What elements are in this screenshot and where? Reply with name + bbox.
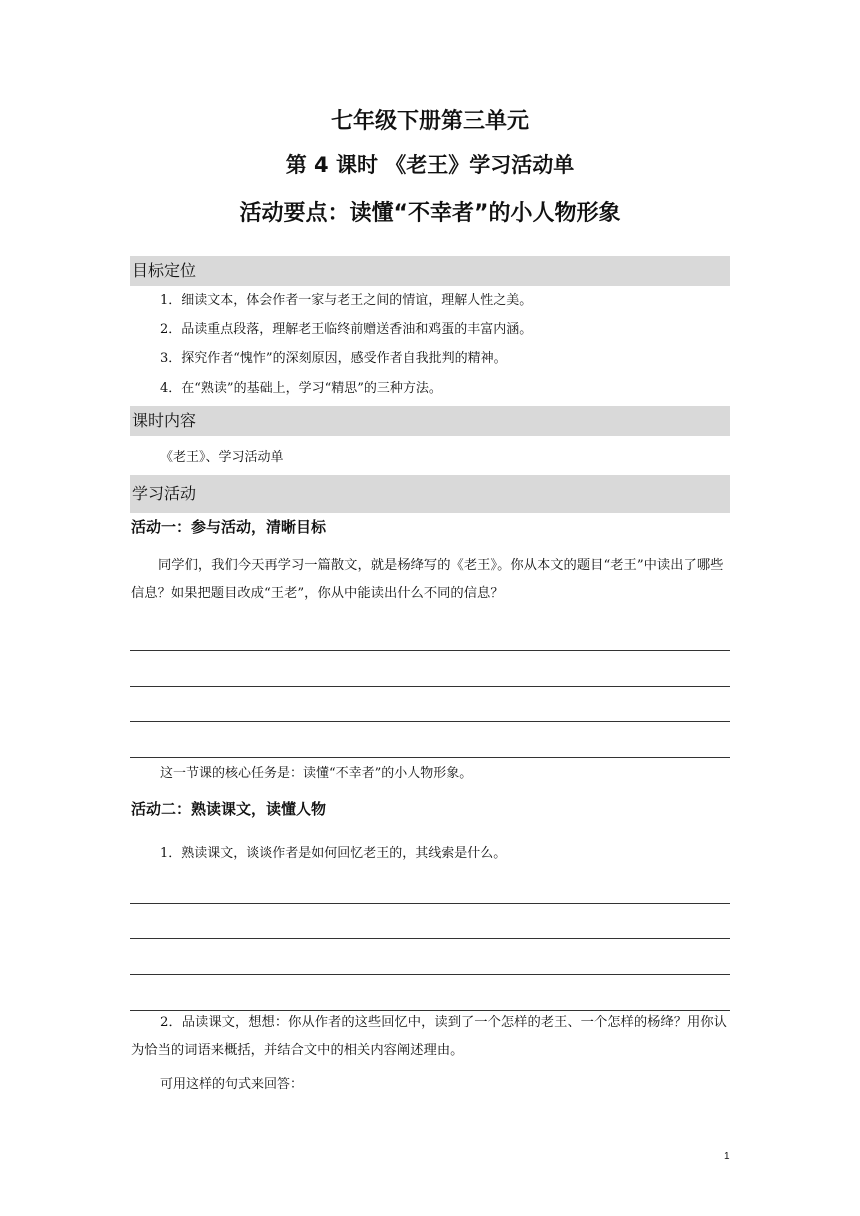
page-title: 七年级下册第三单元 [330,109,529,134]
answer-format-note: 可用这样的句式来回答： [160,1077,304,1092]
activity-2-title: 活动二：熟读课文，读懂人物 [131,800,327,818]
activity-1-title: 活动一：参与活动，清晰目标 [131,518,327,536]
content-text: 《老王》、学习活动单 [160,450,284,465]
activity-2-question-1: 1．熟读课文，谈谈作者是如何回忆老王的，其线索是什么。 [160,846,507,861]
core-task-text: 这一节课的核心任务是：读懂“不幸者”的小人物形象。 [160,766,473,781]
activities-heading: 学习活动 [130,475,730,513]
goals-heading: 目标定位 [130,256,730,286]
answer-line[interactable] [130,721,730,722]
goal-item-2: 2．品读重点段落，理解老王临终前赠送香油和鸡蛋的丰富内涵。 [160,322,533,337]
activity-key-point: 活动要点：读懂“不幸者”的小人物形象 [239,201,621,226]
activity-1-prompt: 同学们，我们今天再学习一篇散文，就是杨绛写的《老王》。你从本文的题目“老王”中读出了哪些信息？如果把题目改成“王老”，你从中能读出什么不同的信息？ [131,558,724,601]
answer-line[interactable] [130,686,730,687]
goal-item-3: 3．探究作者“愧怍”的深刻原因，感受作者自我批判的精神。 [160,351,507,366]
lesson-title: 第 4 课时 《老王》学习活动单 [285,153,575,177]
content-heading: 课时内容 [130,406,730,436]
answer-line[interactable] [130,974,730,975]
answer-line[interactable] [130,903,730,904]
answer-line[interactable] [130,938,730,939]
goal-item-1: 1．细读文本，体会作者一家与老王之间的情谊，理解人性之美。 [160,293,533,308]
page-number: 1 [724,1151,730,1162]
goal-item-4: 4．在“熟读”的基础上，学习“精思”的三种方法。 [160,381,442,396]
activity-2-question-2: 2．品读课文，想想：你从作者的这些回忆中，读到了一个怎样的老王、一个怎样的杨绛？用你认为恰当的词语来概括，并结合文中的相关内容阐述理由。 [131,1015,727,1058]
answer-line[interactable] [130,757,730,758]
answer-line[interactable] [130,650,730,651]
